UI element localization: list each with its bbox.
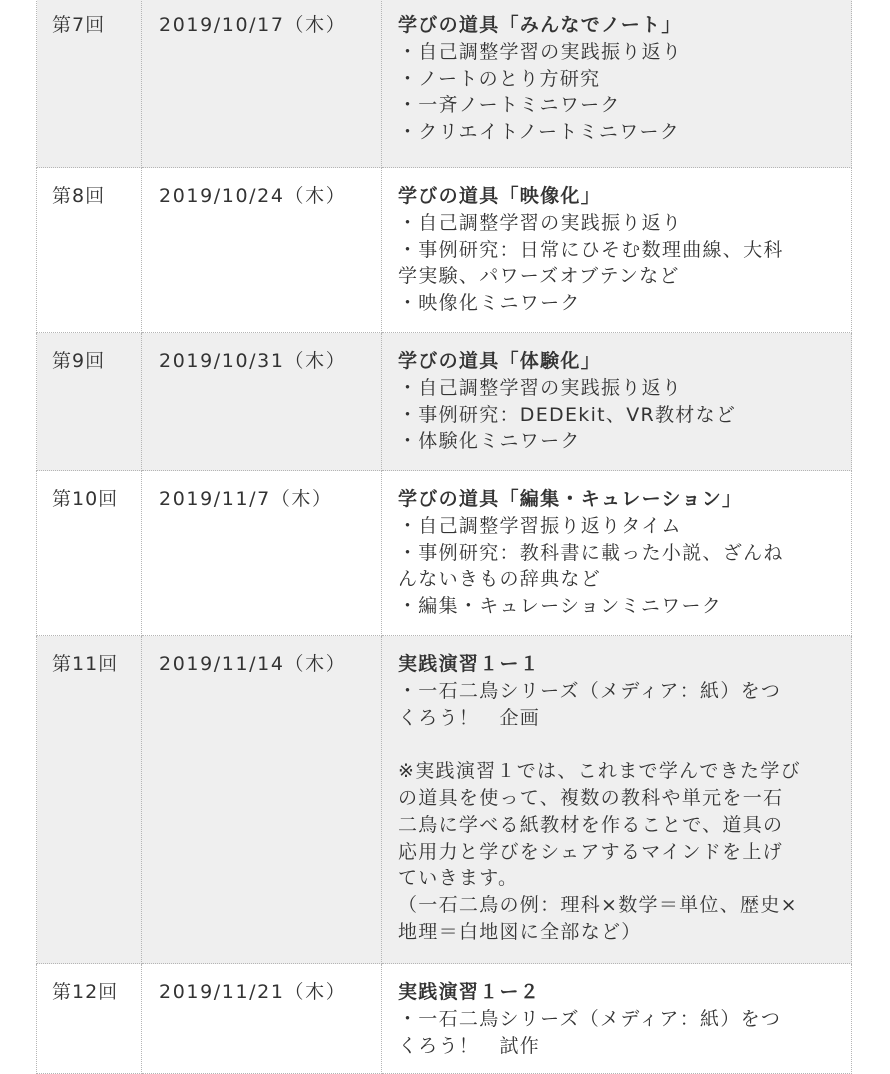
- table-row: [37, 168, 852, 333]
- session-content: [382, 964, 852, 1074]
- note-line: ※実践演習１では、これまで学んできた学び: [398, 760, 801, 783]
- note-line: の道具を使って、複数の教科や単元を一石: [398, 786, 784, 809]
- content-line: ・事例研究：DEDEkit、VR教材など: [398, 403, 737, 426]
- table-row: [37, 333, 852, 471]
- content-line: 学実験、パワーズオブテンなど: [398, 265, 680, 288]
- session-title: 学びの道具「編集・キュレーション」: [398, 488, 743, 510]
- content-line: ・体験化ミニワーク: [398, 430, 581, 453]
- note-line: （一石二鳥の例：理科×数学＝単位、歴史×: [398, 894, 798, 917]
- table-row: [37, 0, 852, 168]
- session-number: 第7回: [37, 0, 142, 168]
- content-line: ・自己調整学習の実践振り返り: [398, 376, 683, 399]
- session-content: [382, 471, 852, 636]
- content-line: ・自己調整学習の実践振り返り: [398, 211, 683, 234]
- note-line: 二鳥に学べる紙教材を作ることで、道具の: [398, 813, 784, 836]
- session-number: 第10回: [37, 471, 142, 636]
- table-row: [37, 636, 852, 964]
- session-date: 2019/10/17（木）: [142, 0, 382, 168]
- session-title: 実践演習１ー２: [398, 981, 541, 1003]
- note-line: 応用力と学びをシェアするマインドを上げ: [398, 840, 783, 863]
- session-title: 実践演習１ー１: [398, 653, 541, 675]
- content-line: んないきもの辞典など: [398, 568, 602, 591]
- content-line: ・事例研究：教科書に載った小説、ざんね: [398, 541, 784, 564]
- session-date: 2019/11/14（木）: [142, 636, 382, 964]
- content-line: ・一石二鳥シリーズ（メディア：紙）をつ: [398, 1007, 782, 1030]
- note-line: ていきます。: [398, 867, 519, 890]
- session-title: 学びの道具「みんなでノート」: [398, 14, 682, 36]
- content-line: ・自己調整学習振り返りタイム: [398, 514, 682, 537]
- content-line: くろう！ 試作: [398, 1034, 541, 1057]
- content-line: ・ノートのとり方研究: [398, 67, 601, 90]
- session-title: 学びの道具「映像化」: [398, 185, 602, 207]
- session-date: 2019/10/24（木）: [142, 168, 382, 333]
- session-date: 2019/11/7（木）: [142, 471, 382, 636]
- note-line: 地理＝白地図に全部など）: [398, 920, 642, 943]
- content-line: ・クリエイトノートミニワーク: [398, 121, 681, 144]
- table-row: [37, 964, 852, 1074]
- session-content: [382, 636, 852, 964]
- session-content: [382, 168, 852, 333]
- table-row: [37, 471, 852, 636]
- paragraph-gap: [398, 731, 833, 758]
- session-number: 第8回: [37, 168, 142, 333]
- content-line: ・映像化ミニワーク: [398, 292, 581, 315]
- content-line: ・一石二鳥シリーズ（メディア：紙）をつ: [398, 679, 782, 702]
- session-title: 学びの道具「体験化」: [398, 350, 602, 372]
- session-content: [382, 333, 852, 471]
- content-line: ・事例研究：日常にひそむ数理曲線、大科: [398, 238, 784, 261]
- content-line: ・一斉ノートミニワーク: [398, 94, 621, 117]
- content-line: くろう！ 企画: [398, 706, 541, 729]
- course-schedule-table: [36, 0, 852, 1074]
- content-line: ・自己調整学習の実践振り返り: [398, 40, 683, 63]
- session-content: [382, 0, 852, 168]
- session-number: 第12回: [37, 964, 142, 1074]
- session-date: 2019/10/31（木）: [142, 333, 382, 471]
- session-number: 第11回: [37, 636, 142, 964]
- session-number: 第9回: [37, 333, 142, 471]
- session-date: 2019/11/21（木）: [142, 964, 382, 1074]
- content-line: ・編集・キュレーションミニワーク: [398, 595, 723, 618]
